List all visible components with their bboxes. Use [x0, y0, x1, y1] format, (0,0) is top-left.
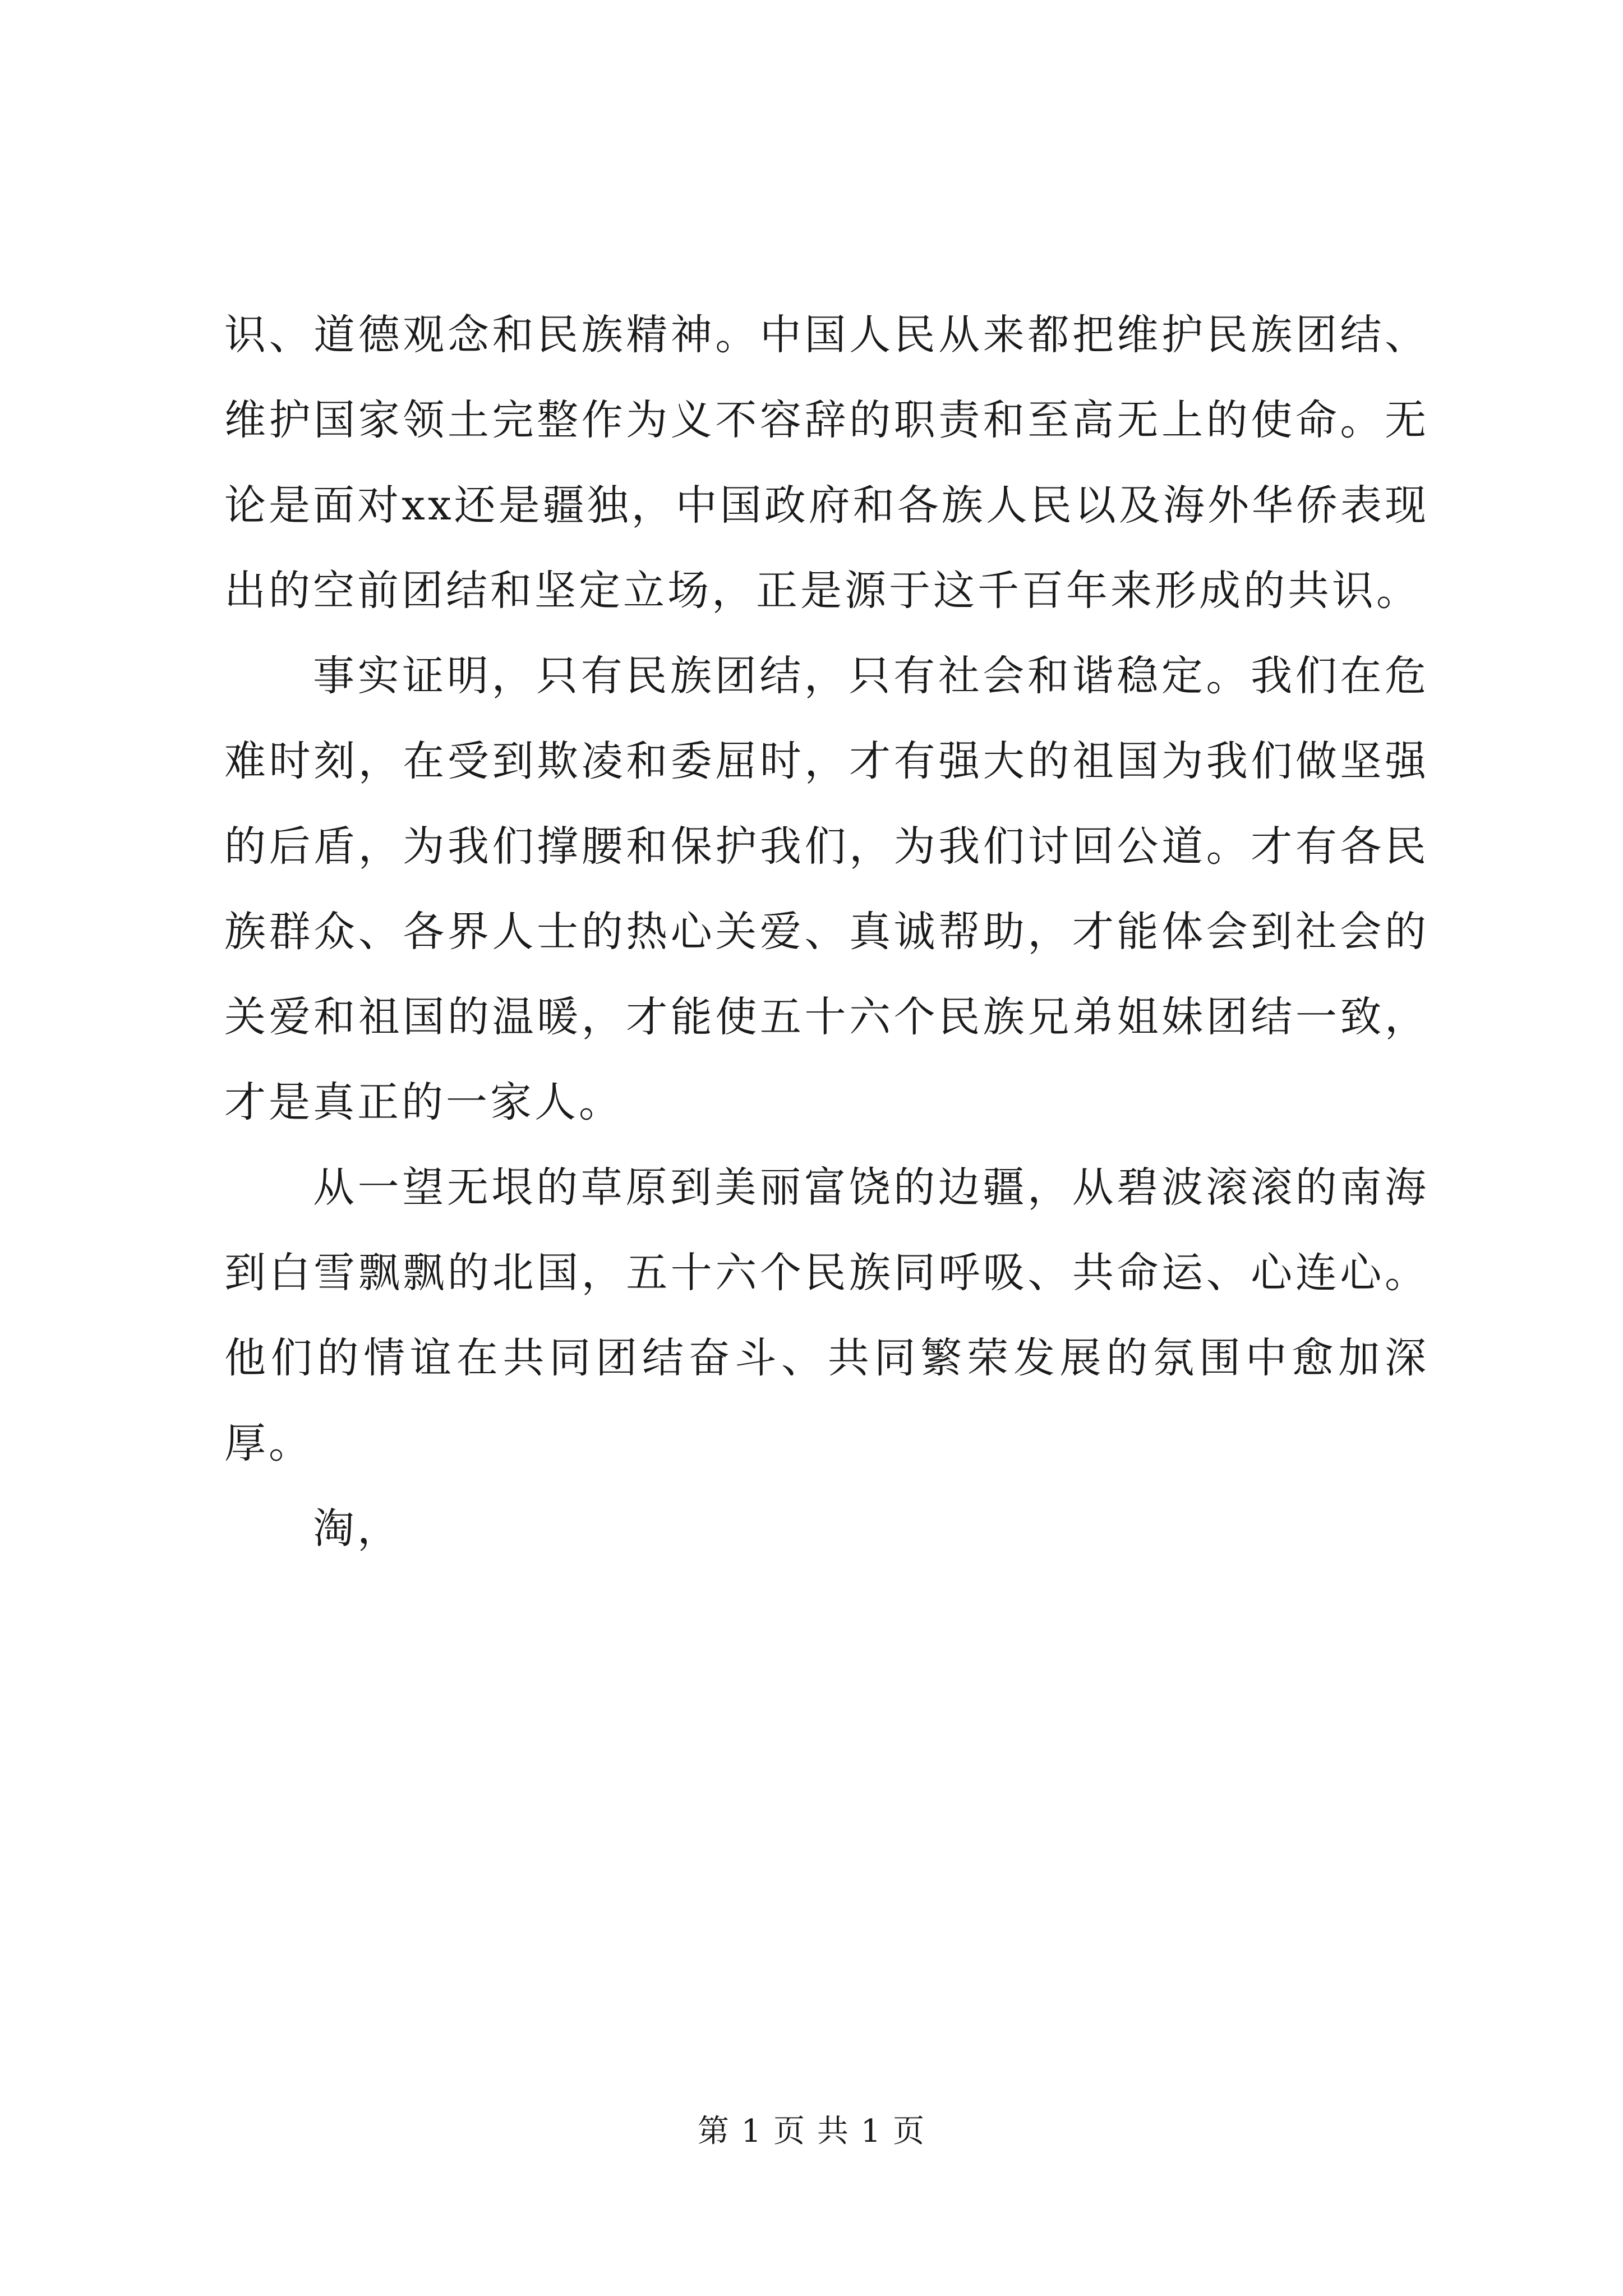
paragraph-4: 淘，: [313, 1504, 402, 1553]
paragraph-3: 从一望无垠的草原到美丽富饶的边疆，从碧波滚滚的南海到白雪飘飘的北国，五十六个民族同呼吸、共命运、心连心。他们的情谊在共同团结奋斗、共同繁荣发展的氛围中愈加深厚。: [224, 1163, 1429, 1467]
page-number-footer: 第 1 页 共 1 页: [697, 2113, 926, 2150]
paragraph-2: 事实证明，只有民族团结，只有社会和谐稳定。我们在危难时刻，在受到欺凌和委屈时，才有强大的祖国为我们做坚强的后盾，为我们撑腰和保护我们，为我们讨回公道。才有各民族群众、各界人士的热心关爱、真诚帮助，才能体会到社会的关爱和祖国的温暖，才能使五十六个民族兄弟姐妹团结一致，才是真正的一家人。: [224, 652, 1429, 1126]
document-body: [224, 292, 1429, 1571]
paragraph-1: 识、道德观念和民族精神。中国人民从来都把维护民族团结、维护国家领土完整作为义不容辞的职责和至高无上的使命。无论是面对xx还是疆独，中国政府和各族人民以及海外华侨表现出的空前团结和坚定立场，正是源于这千百年来形成的共识。: [224, 311, 1429, 615]
